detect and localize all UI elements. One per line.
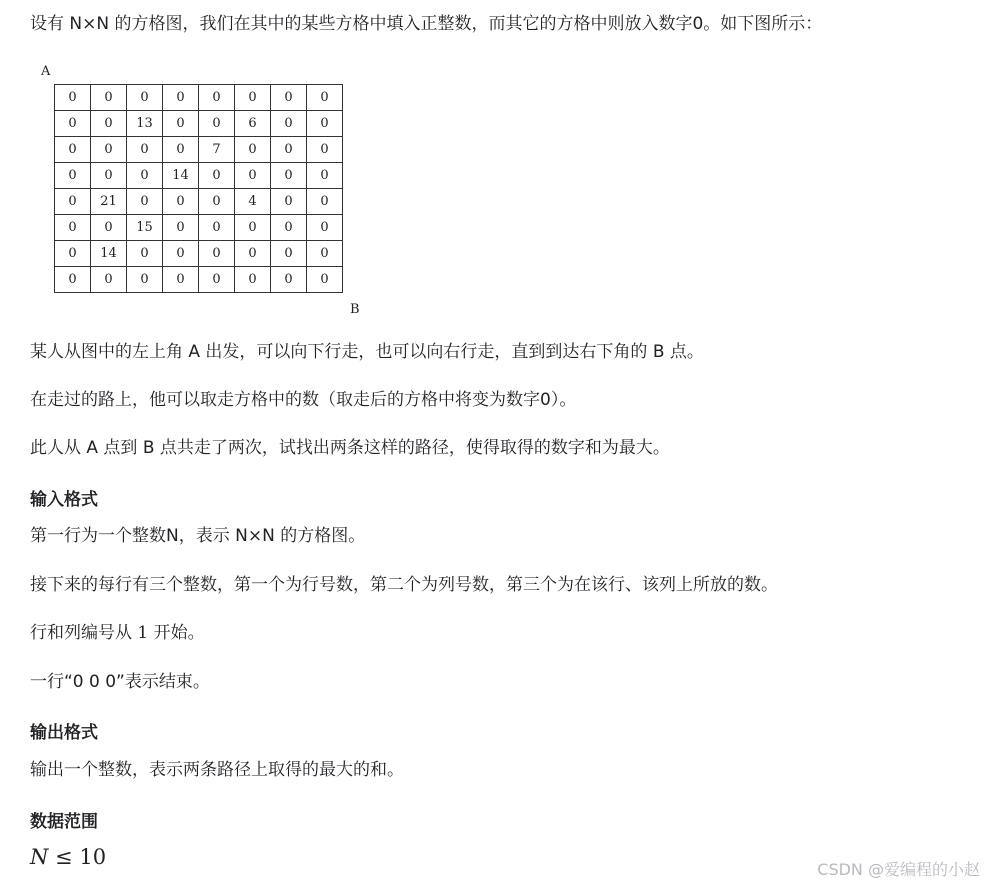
grid-row (55, 189, 343, 215)
input-line-2: 接下来的每行有三个整数，第一个为行号数，第二个为列号数，第三个为在该行、该列上所放的数。 (30, 575, 778, 595)
grid-cell: 0 (235, 241, 271, 267)
grid-cell: 0 (91, 137, 127, 163)
grid-cell: 0 (91, 85, 127, 111)
grid-row (55, 163, 343, 189)
grid-figure (38, 62, 368, 322)
paragraph-start: 某人从图中的左上角 A 出发，可以向下行走，也可以向右行走，直到到达右下角的 B 点。 (30, 342, 704, 362)
grid-cell: 0 (271, 111, 307, 137)
grid-cell: 0 (55, 267, 91, 293)
grid-cell: 0 (163, 241, 199, 267)
input-format-heading: 输入格式 (30, 490, 98, 510)
grid-cell: 0 (271, 163, 307, 189)
grid-cell: 0 (199, 189, 235, 215)
grid-cell: 0 (127, 267, 163, 293)
grid-row (55, 85, 343, 111)
grid-row (55, 241, 343, 267)
range-value: 10 (79, 845, 107, 869)
grid-cell: 14 (91, 241, 127, 267)
grid-cell: 0 (307, 85, 343, 111)
input-line-3-suffix: 开始。 (148, 623, 205, 643)
grid-cell: 0 (199, 215, 235, 241)
grid-cell: 0 (55, 163, 91, 189)
grid-cell: 0 (55, 137, 91, 163)
grid-cell: 0 (271, 267, 307, 293)
paragraph-twice: 此人从 A 点到 B 点共走了两次，试找出两条这样的路径，使得取得的数字和为最大。 (30, 438, 670, 458)
grid-cell: 0 (235, 137, 271, 163)
intro-text: 设有 N×N 的方格图，我们在其中的某些方格中填入正整数，而其它的方格中则放入数字0。如下图所示： (30, 14, 823, 34)
grid-cell: 0 (307, 163, 343, 189)
grid-cell: 14 (163, 163, 199, 189)
grid-cell: 0 (163, 267, 199, 293)
grid-cell: 4 (235, 189, 271, 215)
grid-cell: 6 (235, 111, 271, 137)
grid-cell: 0 (55, 215, 91, 241)
grid-cell: 15 (127, 215, 163, 241)
grid-cell: 0 (307, 215, 343, 241)
grid-cell: 0 (271, 215, 307, 241)
grid-row (55, 267, 343, 293)
grid-cell: 0 (55, 111, 91, 137)
grid-cell: 0 (235, 215, 271, 241)
data-range-heading: 数据范围 (30, 812, 98, 832)
input-line-3 (30, 621, 205, 645)
grid-cell: 0 (307, 189, 343, 215)
grid-cell: 0 (235, 267, 271, 293)
grid-cell: 0 (199, 241, 235, 267)
output-format-heading: 输出格式 (30, 723, 98, 743)
range-variable: N (30, 845, 49, 869)
grid-cell: 0 (91, 163, 127, 189)
range-operator: ≤ (48, 845, 80, 869)
grid-cell: 21 (91, 189, 127, 215)
grid-cell: 0 (127, 189, 163, 215)
grid-cell: 0 (127, 85, 163, 111)
grid-cell: 0 (163, 137, 199, 163)
grid-cell: 0 (163, 215, 199, 241)
grid-cell: 0 (271, 85, 307, 111)
grid-cell: 0 (235, 85, 271, 111)
grid-cell: 0 (55, 241, 91, 267)
grid-cell: 0 (55, 189, 91, 215)
grid-cell: 0 (163, 111, 199, 137)
grid-row (55, 111, 343, 137)
grid-cell: 13 (127, 111, 163, 137)
grid-cell: 0 (91, 215, 127, 241)
grid-cell: 0 (55, 85, 91, 111)
data-range-formula (30, 842, 106, 872)
grid-cell: 0 (199, 111, 235, 137)
grid-cell: 0 (163, 85, 199, 111)
paragraph-take: 在走过的路上，他可以取走方格中的数（取走后的方格中将变为数字0）。 (30, 390, 577, 410)
output-line-1: 输出一个整数，表示两条路径上取得的最大的和。 (30, 760, 404, 780)
grid-cell: 0 (307, 241, 343, 267)
input-line-1: 第一行为一个整数N，表示 N×N 的方格图。 (30, 526, 366, 546)
input-line-3-prefix: 行和列编号从 (30, 623, 138, 643)
grid-cell: 0 (127, 137, 163, 163)
input-line-3-number: 1 (137, 623, 149, 643)
grid-cell: 0 (91, 111, 127, 137)
input-line-4: 一行“0 0 0”表示结束。 (30, 672, 210, 692)
grid-cell: 0 (235, 163, 271, 189)
grid-cell: 0 (127, 241, 163, 267)
grid-cell: 0 (199, 267, 235, 293)
grid-cell: 0 (271, 189, 307, 215)
label-b: B (350, 302, 360, 317)
grid-cell: 0 (199, 85, 235, 111)
label-a: A (41, 64, 51, 79)
grid-cell: 0 (163, 189, 199, 215)
grid-cell: 0 (127, 163, 163, 189)
grid-row (55, 215, 343, 241)
grid-cell: 0 (307, 137, 343, 163)
grid-cell: 0 (307, 267, 343, 293)
grid-cell: 7 (199, 137, 235, 163)
csdn-watermark: CSDN @爱编程的小赵 (817, 860, 980, 879)
grid-cell: 0 (307, 111, 343, 137)
grid-row (55, 137, 343, 163)
grid-cell: 0 (199, 163, 235, 189)
grid-cell: 0 (91, 267, 127, 293)
grid-cell: 0 (271, 241, 307, 267)
number-grid (54, 84, 343, 293)
grid-cell: 0 (271, 137, 307, 163)
